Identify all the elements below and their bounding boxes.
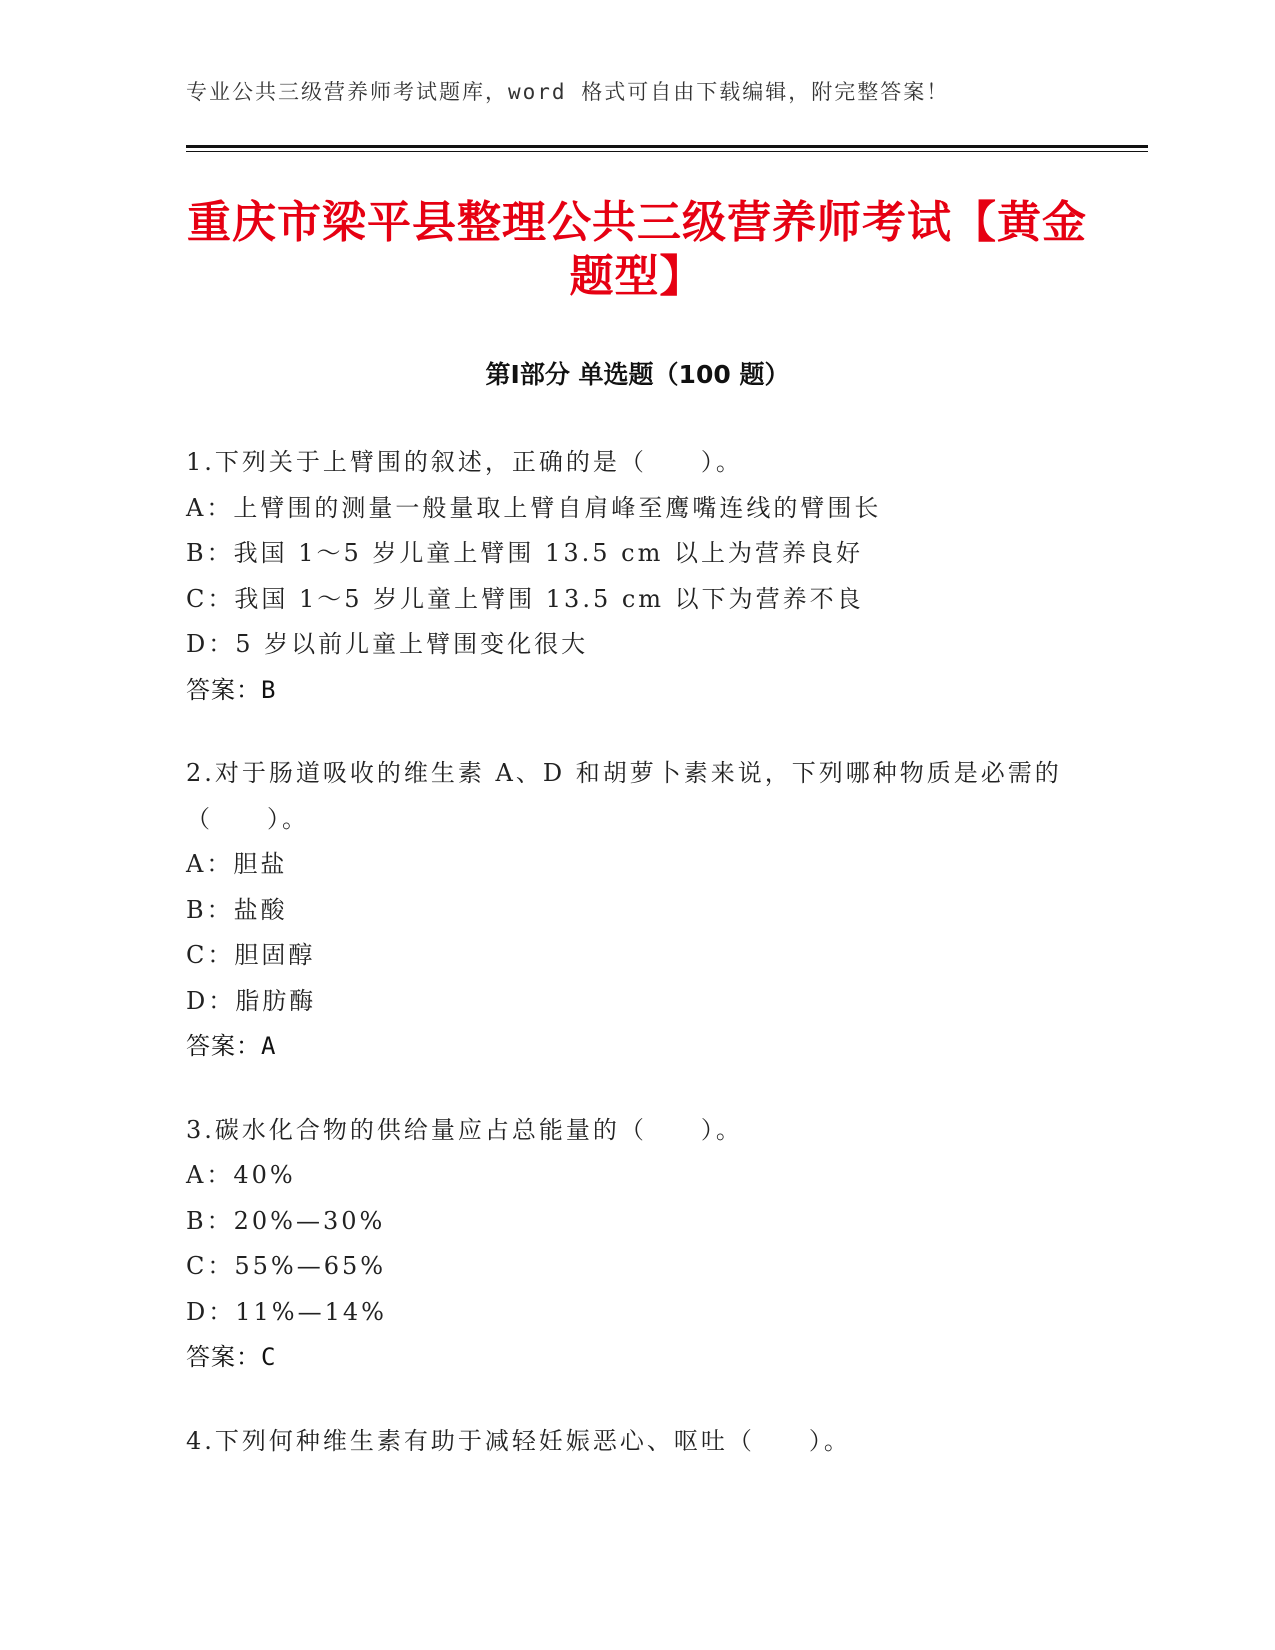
option-b: B：盐酸	[186, 895, 288, 924]
header-rule-thin	[186, 151, 1148, 152]
option-d: D：11%—14%	[186, 1297, 387, 1326]
question-4	[186, 1419, 1076, 1465]
answer-text: 答案：B	[186, 675, 277, 704]
option-b: B：我国 1～5 岁儿童上臂围 13.5 cm 以上为营养良好	[186, 539, 863, 567]
option-b: B：20%—30%	[186, 1206, 386, 1235]
question-stem: 3.碳水化合物的供给量应占总能量的（ ）。	[186, 1115, 743, 1144]
option-d: D：5 岁以前儿童上臂围变化很大	[186, 630, 589, 658]
option-a: A：40%	[186, 1161, 296, 1189]
option-a: A：上臂围的测量一般量取上臂自肩峰至鹰嘴连线的臂围长	[186, 493, 882, 522]
question-stem: 4.下列何种维生素有助于减轻妊娠恶心、呕吐（ ）。	[186, 1426, 851, 1455]
document-title: 重庆市梁平县整理公共三级营养师考试【黄金题型】	[187, 197, 1087, 302]
question-stem: 2.对于肠道吸收的维生素 A、D 和胡萝卜素来说，下列哪种物质是必需的（ ）。	[186, 759, 1062, 833]
question-3	[186, 1108, 1076, 1381]
option-c: C：55%—65%	[186, 1252, 387, 1280]
option-a: A：胆盐	[186, 850, 288, 878]
option-c: C：我国 1～5 岁儿童上臂围 13.5 cm 以下为营养不良	[186, 584, 864, 613]
option-d: D：脂肪酶	[186, 986, 317, 1015]
answer-text: 答案：A	[186, 1032, 277, 1060]
section-heading: 第Ⅰ部分 单选题（100 题）	[485, 360, 790, 389]
question-stem: 1.下列关于上臂围的叙述，正确的是（ ）。	[186, 448, 743, 476]
answer-text: 答案：C	[186, 1343, 277, 1371]
option-c: C：胆固醇	[186, 941, 316, 969]
question-list	[186, 440, 1076, 1502]
header-note: 专业公共三级营养师考试题库，word 格式可自由下载编辑，附完整答案！	[186, 80, 950, 104]
question-2	[186, 751, 1076, 1070]
question-1	[186, 440, 1076, 713]
header-rule-thick	[186, 145, 1148, 148]
